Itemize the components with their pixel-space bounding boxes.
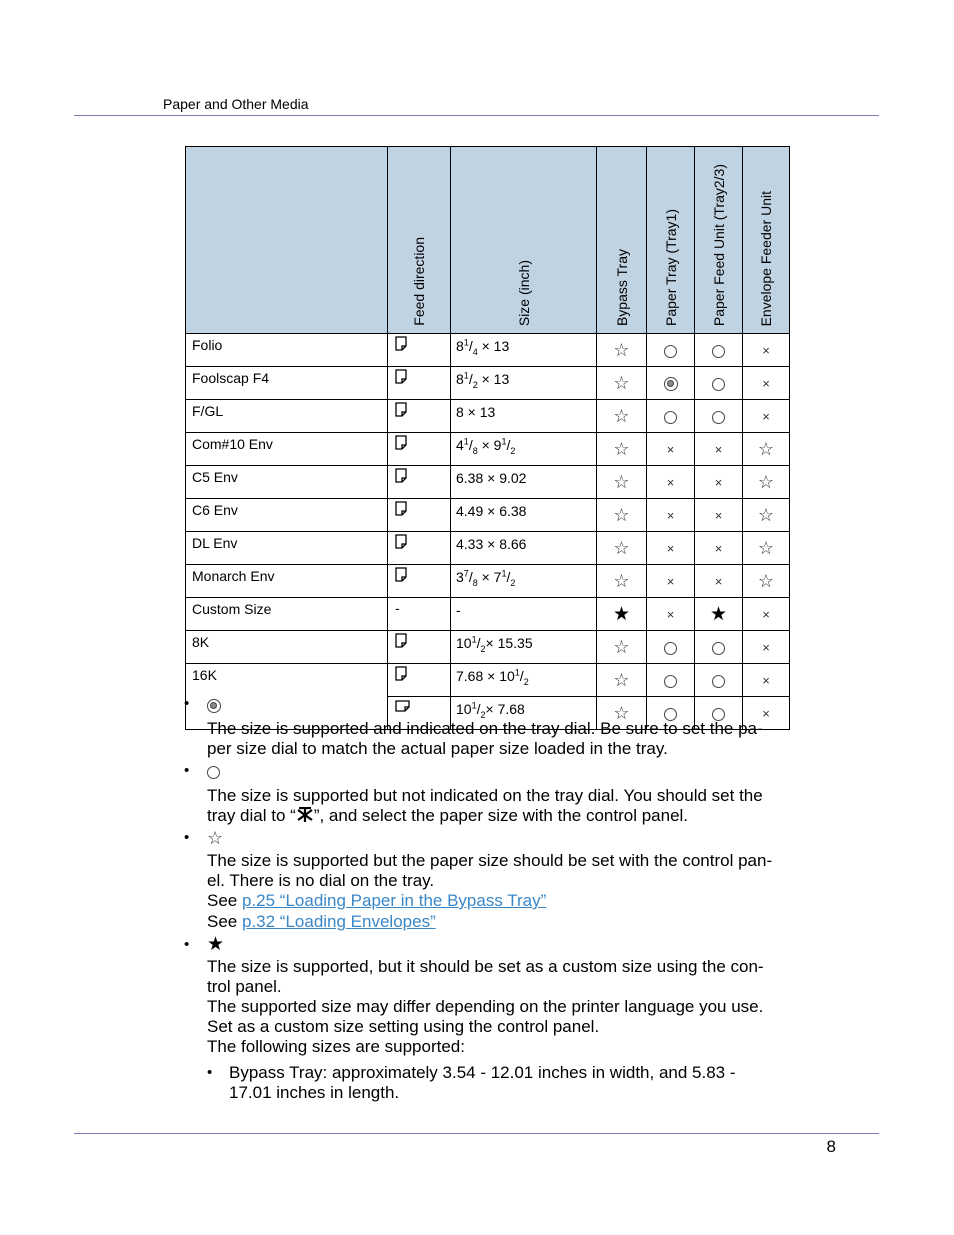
solid-star-icon: ★: [709, 603, 728, 625]
support-cell: [695, 433, 743, 466]
legend-bullet: •: [184, 936, 190, 953]
support-cell: [695, 334, 743, 367]
support-cell: [647, 367, 695, 400]
support-cell: [695, 664, 743, 697]
circle-icon: [712, 345, 725, 358]
support-cell: [647, 466, 695, 499]
feed-direction-cell: [388, 532, 451, 565]
table-row: [186, 664, 790, 697]
feed-direction-cell: [388, 400, 451, 433]
cross-icon: ×: [666, 607, 675, 622]
cross-icon: ×: [666, 541, 675, 556]
sub-bullet: •: [207, 1064, 213, 1081]
link-loading-bypass-tray[interactable]: p.25 “Loading Paper in the Bypass Tray”: [241, 891, 547, 910]
table-row: [186, 466, 790, 499]
paper-name: C6 Env: [186, 499, 388, 532]
open-star-icon: ☆: [613, 439, 630, 459]
open-star-icon: ☆: [757, 439, 775, 459]
open-star-icon: ☆: [613, 670, 630, 690]
support-cell: [597, 598, 647, 631]
feed-direction-cell: [388, 367, 451, 400]
support-cell: [647, 433, 695, 466]
header-envelope-feeder: Envelope Feeder Unit: [743, 147, 790, 334]
cross-icon: ×: [762, 673, 770, 688]
support-cell: [695, 499, 743, 532]
size-cell: $10^1/_2\times 7.68$: [451, 697, 597, 730]
table-row: [186, 400, 790, 433]
legend-bullet: •: [184, 829, 190, 846]
header-paper-tray: Paper Tray (Tray1): [647, 147, 695, 334]
open-star-icon: ☆: [757, 505, 775, 525]
support-cell: [695, 565, 743, 598]
circle-icon: [664, 345, 677, 358]
table-row: [186, 631, 790, 664]
support-cell: [743, 499, 790, 532]
support-cell: [647, 598, 695, 631]
feed-direction-text: -: [395, 600, 400, 616]
cross-icon: ×: [762, 640, 770, 655]
open-star-icon: ☆: [613, 637, 630, 657]
feed-direction-cell: [388, 565, 451, 598]
support-cell: [743, 367, 790, 400]
support-cell: [597, 466, 647, 499]
open-star-icon: ☆: [613, 703, 630, 723]
cross-icon: ×: [666, 475, 675, 490]
support-cell: [695, 367, 743, 400]
size-cell: $8^1/_4 \times 13$: [451, 334, 597, 367]
open-star-icon: ☆: [613, 373, 630, 393]
paper-name: Custom Size: [186, 598, 388, 631]
feed-direction-cell: [388, 433, 451, 466]
size-cell: $8^1/_2 \times 13$: [451, 367, 597, 400]
circle-icon: [712, 378, 725, 391]
support-cell: [695, 598, 743, 631]
open-star-icon: ☆: [757, 571, 775, 591]
cross-icon: ×: [714, 475, 723, 490]
paper-size-table: [185, 146, 790, 730]
feed-direction-cell: [388, 598, 451, 631]
page-number: 8: [826, 1137, 836, 1156]
legend-text: The size is supported and indicated on the tray dial. Be sure to set the pa-: [207, 719, 763, 738]
support-cell: [695, 400, 743, 433]
portrait-feed-icon: [395, 470, 407, 486]
size-cell: 4.33 × 8.66: [451, 532, 597, 565]
paper-name: 16K: [186, 664, 388, 730]
feed-direction-cell: [388, 499, 451, 532]
cross-icon: ×: [714, 541, 723, 556]
open-star-icon: ☆: [613, 538, 630, 558]
see-line: See p.32 “Loading Envelopes”: [207, 912, 436, 931]
section-title: Paper and Other Media: [163, 96, 309, 112]
support-cell: [743, 433, 790, 466]
see-line: See p.25 “Loading Paper in the Bypass Tray”: [207, 891, 547, 910]
paper-name: Foolscap F4: [186, 367, 388, 400]
cross-icon: ×: [714, 574, 723, 589]
support-cell: [597, 334, 647, 367]
portrait-feed-icon: [395, 437, 407, 453]
double-circle-icon: [664, 377, 678, 391]
support-cell: [597, 532, 647, 565]
circle-icon: [207, 766, 220, 779]
legend-bullet: •: [184, 695, 190, 712]
support-cell: [647, 631, 695, 664]
support-cell: [597, 400, 647, 433]
feed-direction-cell: [388, 664, 451, 697]
paper-name: DL Env: [186, 532, 388, 565]
cross-icon: ×: [762, 409, 770, 424]
double-circle-icon: [207, 699, 221, 713]
feed-direction-cell: [388, 466, 451, 499]
support-cell: [647, 565, 695, 598]
cross-icon: ×: [762, 607, 770, 622]
paper-name: Com#10 Env: [186, 433, 388, 466]
legend-text: The following sizes are supported:: [207, 1037, 465, 1056]
legend-text: The size is supported but not indicated on the tray dial. You should set the: [207, 786, 763, 805]
legend-text: per size dial to match the actual paper size loaded in the tray.: [207, 739, 668, 758]
support-cell: [597, 565, 647, 598]
header-feed-direction: Feed direction: [388, 147, 451, 334]
legend-text: The supported size may differ depending on the printer language you use.: [207, 997, 764, 1016]
open-star-icon: ☆: [757, 472, 775, 492]
legend-text: Set as a custom size setting using the control panel.: [207, 1017, 600, 1036]
table-row: [186, 367, 790, 400]
open-star-icon: ☆: [757, 538, 775, 558]
open-star-icon: ☆: [613, 505, 630, 525]
legend-text: tray dial to “ ”, and select the paper size with the control panel.: [207, 806, 689, 825]
legend-open-star: [207, 829, 791, 932]
support-cell: [647, 664, 695, 697]
legend-dcircle: [207, 695, 791, 759]
paper-name: F/GL: [186, 400, 388, 433]
size-cell: $7.68 \times 10^1/_2$: [451, 664, 597, 697]
header-bypass-tray: Bypass Tray: [597, 147, 647, 334]
cross-icon: ×: [762, 343, 770, 358]
support-cell: [743, 598, 790, 631]
portrait-feed-icon: [395, 371, 407, 387]
header-size: Size (inch): [451, 147, 597, 334]
support-cell: [647, 532, 695, 565]
circle-icon: [664, 642, 677, 655]
cross-icon: ×: [666, 442, 675, 457]
support-cell: [743, 664, 790, 697]
paper-name: Monarch Env: [186, 565, 388, 598]
portrait-feed-icon: [395, 503, 407, 519]
size-cell: 4.49 × 6.38: [451, 499, 597, 532]
portrait-feed-icon: [395, 668, 407, 684]
header-rule: [74, 115, 879, 116]
legend-text: The size is supported, but it should be set as a custom size using the con-: [207, 957, 764, 976]
table-row: [186, 565, 790, 598]
support-cell: [695, 532, 743, 565]
support-cell: [597, 433, 647, 466]
legend-solid-star: [207, 935, 791, 1057]
circle-icon: [712, 411, 725, 424]
bypass-tray-size-range: Bypass Tray: approximately 3.54 - 12.01 inches in width, and 5.83 - 17.01 inches in length.: [229, 1063, 736, 1102]
size-cell: $4^1/_8 \times 9^1/_2$: [451, 433, 597, 466]
table-row: [186, 532, 790, 565]
cross-icon: ×: [762, 376, 770, 391]
open-star-icon: ☆: [613, 406, 630, 426]
support-cell: [695, 631, 743, 664]
cross-icon: ×: [666, 574, 675, 589]
table-row: [186, 334, 790, 367]
header-paper-feed-unit: Paper Feed Unit (Tray2/3): [695, 147, 743, 334]
support-cell: [647, 499, 695, 532]
portrait-feed-icon: [395, 338, 407, 354]
legend-circle: [207, 762, 791, 826]
feed-direction-cell: [388, 631, 451, 664]
table-header-row: [186, 147, 790, 334]
support-cell: [743, 466, 790, 499]
legend-text: The size is supported but the paper size should be set with the control pan-: [207, 851, 773, 870]
support-cell: [647, 334, 695, 367]
circle-icon: [664, 411, 677, 424]
open-star-icon: ☆: [207, 828, 224, 848]
circle-icon: [664, 675, 677, 688]
support-cell: [743, 565, 790, 598]
legend-text: el. There is no dial on the tray.: [207, 871, 435, 890]
support-cell: [597, 499, 647, 532]
open-star-icon: ☆: [613, 571, 630, 591]
table-row: [186, 598, 790, 631]
legend-text: trol panel.: [207, 977, 282, 996]
support-cell: [597, 664, 647, 697]
size-cell: 6.38 × 9.02: [451, 466, 597, 499]
cross-icon: ×: [666, 508, 675, 523]
size-cell: 8 × 13: [451, 400, 597, 433]
cross-icon: ×: [714, 442, 723, 457]
paper-name: Folio: [186, 334, 388, 367]
cross-icon: ×: [714, 508, 723, 523]
support-cell: [743, 532, 790, 565]
support-cell: [695, 466, 743, 499]
circle-icon: [712, 642, 725, 655]
portrait-feed-icon: [395, 569, 407, 585]
paper-name: 8K: [186, 631, 388, 664]
asterisk-dial-icon: [296, 807, 314, 823]
circle-icon: [712, 675, 725, 688]
solid-star-icon: ★: [207, 934, 225, 955]
feed-direction-cell: [388, 334, 451, 367]
support-cell: [597, 367, 647, 400]
table-row: [186, 499, 790, 532]
header-blank: [186, 147, 388, 334]
portrait-feed-icon: [395, 404, 407, 420]
cross-icon: ×: [762, 706, 770, 721]
solid-star-icon: ★: [612, 603, 631, 625]
support-cell: [743, 334, 790, 367]
support-cell: [647, 400, 695, 433]
portrait-feed-icon: [395, 536, 407, 552]
size-cell: $3^7/_8 \times 7^1/_2$: [451, 565, 597, 598]
support-cell: [743, 631, 790, 664]
legend-bullet: •: [184, 762, 190, 779]
support-cell: [597, 631, 647, 664]
portrait-feed-icon: [395, 635, 407, 651]
table-row: [186, 433, 790, 466]
size-cell: $10^1/_2\times 15.35$: [451, 631, 597, 664]
support-cell: [743, 400, 790, 433]
open-star-icon: ☆: [613, 340, 630, 360]
paper-name: C5 Env: [186, 466, 388, 499]
size-cell: -: [451, 598, 597, 631]
link-loading-envelopes[interactable]: p.32 “Loading Envelopes”: [241, 912, 436, 931]
footer-rule: [74, 1133, 879, 1134]
open-star-icon: ☆: [613, 472, 630, 492]
